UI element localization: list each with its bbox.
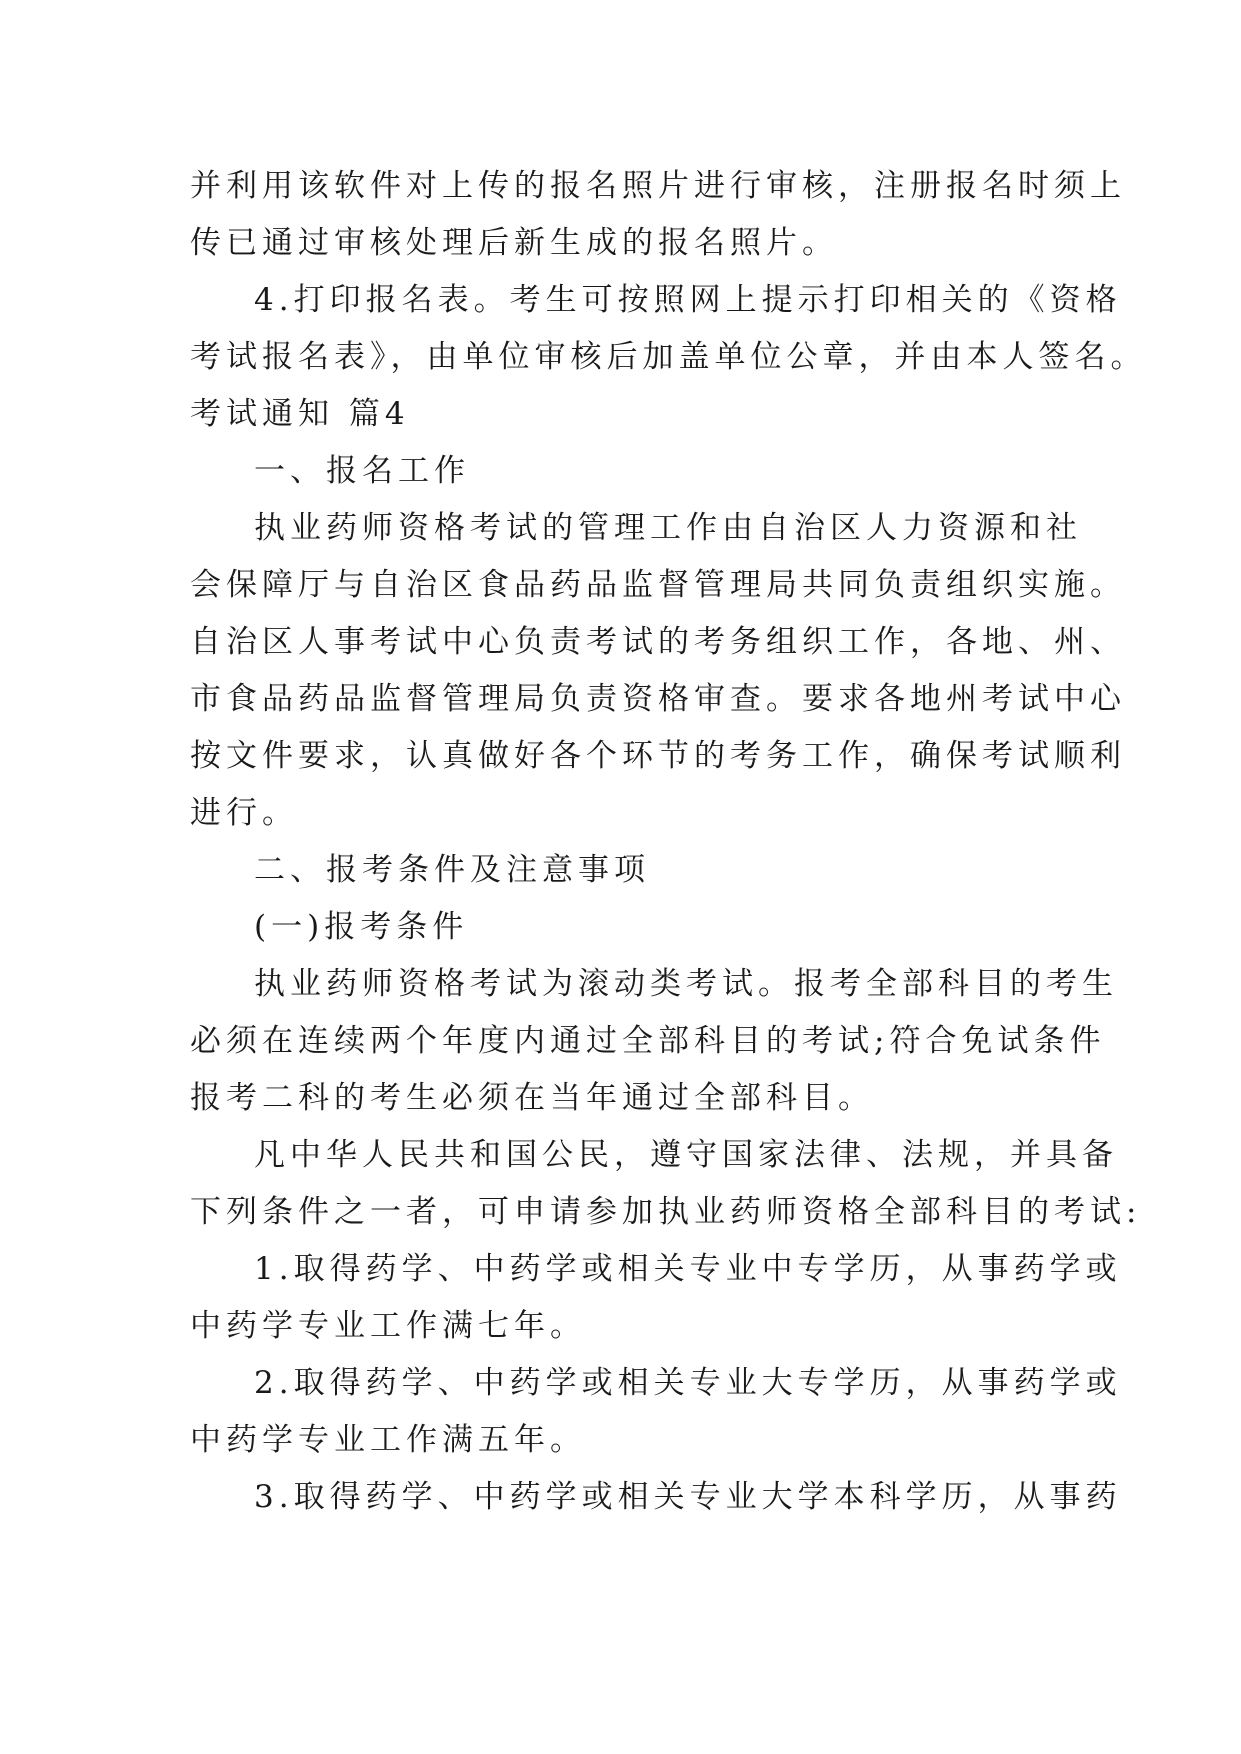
- text-line: 执业药师资格考试为滚动类考试。报考全部科目的考生: [254, 966, 1118, 1002]
- text-line: 4.打印报名表。考生可按照网上提示打印相关的《资格: [254, 282, 1122, 318]
- text-line: 并利用该软件对上传的报名照片进行审核，注册报名时须上: [190, 168, 1126, 204]
- text-line: 中药学专业工作满五年。: [190, 1422, 586, 1458]
- text-line: 会保障厅与自治区食品药品监督管理局共同负责组织实施。: [190, 567, 1126, 603]
- text-line: 1.取得药学、中药学或相关专业中专学历，从事药学或: [254, 1251, 1122, 1287]
- subsection-heading: 一、报名工作: [254, 453, 470, 489]
- text-line: 考试报名表》，由单位审核后加盖单位公章，并由本人签名。: [190, 339, 1147, 375]
- text-line: 2.取得药学、中药学或相关专业大专学历，从事药学或: [254, 1365, 1122, 1401]
- subsection-heading: 二、报考条件及注意事项: [254, 852, 650, 888]
- text-line: 进行。: [190, 795, 298, 831]
- text-line: 下列条件之一者，可申请参加执业药师资格全部科目的考试:: [190, 1194, 1142, 1230]
- text-line: 中药学专业工作满七年。: [190, 1308, 586, 1344]
- section-heading: 考试通知 篇4: [190, 396, 410, 432]
- text-line: 必须在连续两个年度内通过全部科目的考试;符合免试条件: [190, 1023, 1106, 1059]
- subsection-heading: (一)报考条件: [254, 909, 469, 945]
- text-line: 执业药师资格考试的管理工作由自治区人力资源和社: [254, 510, 1082, 546]
- text-line: 按文件要求，认真做好各个环节的考务工作，确保考试顺利: [190, 738, 1126, 774]
- text-line: 传已通过审核处理后新生成的报名照片。: [190, 225, 838, 261]
- text-line: 3.取得药学、中药学或相关专业大学本科学历，从事药: [254, 1479, 1122, 1515]
- text-line: 自治区人事考试中心负责考试的考务组织工作，各地、州、: [190, 624, 1126, 660]
- text-line: 报考二科的考生必须在当年通过全部科目。: [190, 1080, 874, 1116]
- text-line: 市食品药品监督管理局负责资格审查。要求各地州考试中心: [190, 681, 1126, 717]
- text-line: 凡中华人民共和国公民，遵守国家法律、法规，并具备: [254, 1137, 1118, 1173]
